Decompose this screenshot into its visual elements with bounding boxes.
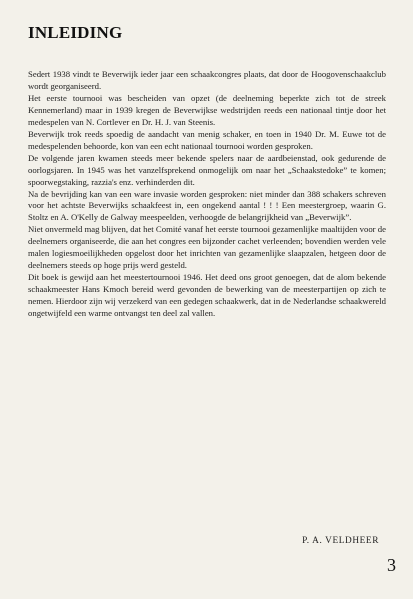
paragraph-4: De volgende jaren kwamen steeds meer bekende spelers naar de aardbeienstad, ook gedurende de oorlogsjaren. In 1945 was het vanzelfsprekend onmogelijk om naar het „Schaakstedoke” te komen; spoorwegstaking, razzia's enz. verhinderden dit. (28, 152, 386, 187)
author-signature: P. A. VELDHEER (302, 536, 379, 546)
paragraph-2: Het eerste tournooi was bescheiden van opzet (de deelneming beperkte zich tot de streek Kennemerland) maar in 1939 kregen de Beverwijkse wedstrijden reeds een nationaal tintje door het medespelen van N. Cortlever en Dr. H. J. van Steenis. (28, 92, 386, 127)
paragraph-6: Niet onvermeld mag blijven, dat het Comité vanaf het eerste tournooi gezamenlijke maaltijden voor de deelnemers organiseerde, die aan het congres een bijzonder cachet verleenden; bovendien werden vele malen logiesmoeilijkheden opgelost door het inrichten van gezamenlijke slaapzalen, hetgeen door de deelnemers steeds op hoge prijs werd gesteld. (28, 224, 386, 271)
paragraph-1: Sedert 1938 vindt te Beverwijk ieder jaar een schaakcongres plaats, dat door de Hoogovenschaakclub wordt georganiseerd. (28, 69, 386, 91)
page-number: 3 (387, 555, 396, 575)
introduction-text (28, 69, 386, 320)
paragraph-7: Dit boek is gewijd aan het meestertournooi 1946. Het deed ons groot genoegen, dat de alom bekende schaakmeester Hans Kmoch bereid werd gevonden de bewerking van de meesterpartijen op zich te nemen. Hierdoor zijn wij verzekerd van een gedegen schaakwerk, dat in de Nederlandse schaakwereld ongetwijfeld een warme ontvangst ten deel zal vallen. (28, 272, 386, 319)
paragraph-3: Beverwijk trok reeds spoedig de aandacht van menig schaker, en toen in 1940 Dr. M. Euwe tot de medespelenden behoorde, kon van een echt nationaal tournooi worden gesproken. (28, 128, 386, 151)
page-heading: INLEIDING (28, 23, 123, 42)
paragraph-5: Na de bevrijding kan van een ware invasie worden gesproken: niet minder dan 388 schakers schreven voor het achtste Beverwijks schaakfeest in, een ongekend aantal ! ! ! Een meestergroep, waarin G. Stoltz en A. O'Kelly de Galway meespeelden, verhoogde de belangrijkheid van „Beverwijk”. (28, 188, 386, 223)
